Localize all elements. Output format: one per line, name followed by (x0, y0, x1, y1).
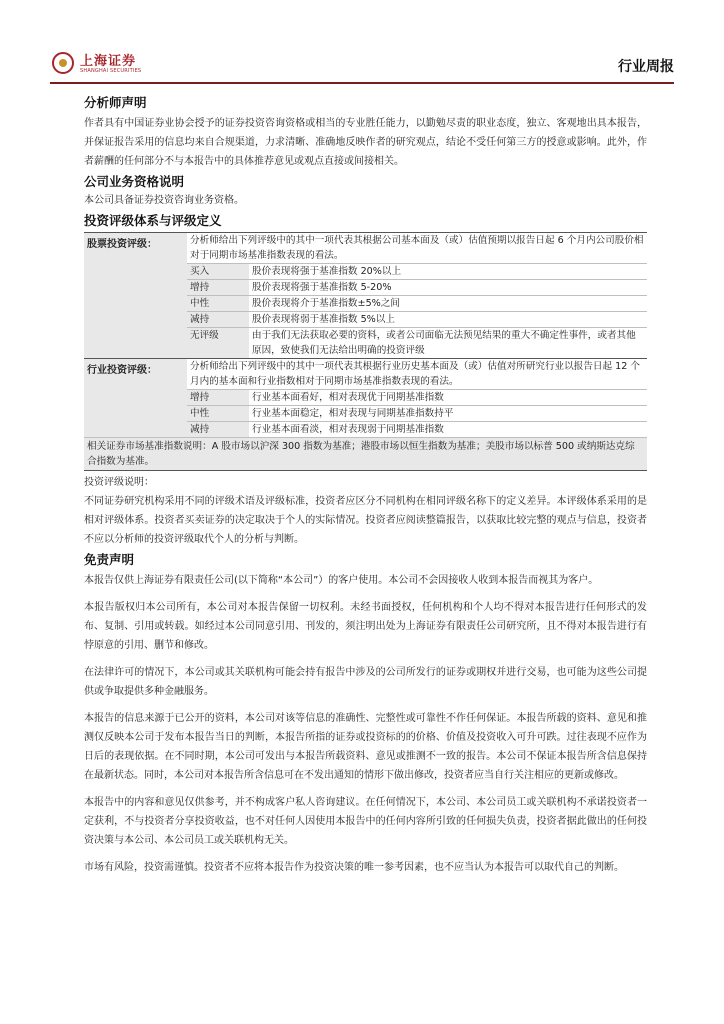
stock-level-desc: 股价表现将介于基准指数±5%之间 (252, 298, 400, 309)
rating-definition-table (84, 232, 647, 471)
qualification-text: 本公司具备证券投资咨询业务资格。 (84, 195, 244, 206)
stock-level-desc: 股价表现将强于基准指数 20%以上 (252, 266, 402, 277)
stock-level-name: 减持 (187, 312, 249, 328)
rating-system-heading: 投资评级体系与评级定义 (84, 213, 222, 228)
industry-level-desc: 行业基本面看淡，相对表现弱于同期基准指数 (252, 424, 444, 435)
page-header (50, 42, 674, 84)
stock-level-name: 无评级 (187, 328, 249, 359)
disclaimer-paragraph: 本报告中的内容和意见仅供参考，并不构成客户私人咨询建议。在任何情况下，本公司、本公司员工或关联机构不承诺投资者一定获利，不与投资者分享投资收益，也不对任何人因使用本报告中的任何内容所引致的任何损失负责，投资者据此做出的任何投资决策与本公司、本公司员工或关联机构无关。 (84, 797, 647, 846)
industry-level-desc: 行业基本面稳定，相对表现与同期基准指数持平 (252, 408, 454, 419)
stock-level-desc: 股价表现将弱于基准指数 5%以上 (252, 314, 395, 325)
stock-level-name: 增持 (187, 280, 249, 296)
qualification-heading: 公司业务资格说明 (84, 174, 185, 189)
stock-rating-description: 分析师给出下列评级中的其中一项代表其根据公司基本面及（或）估值预期以报告日起 6 个月内公司股价相对于同期市场基准指数表现的看法。 (187, 233, 647, 264)
logo-name-cn: 上海证券 (80, 53, 137, 69)
industry-rating-description: 分析师给出下列评级中的其中一项代表其根据行业历史基本面及（或）估值对所研究行业以报告日起 12 个月内的基本面和行业指数相对于同期市场基准指数表现的看法。 (187, 359, 647, 390)
report-type-title: 行业周报 (618, 59, 674, 75)
stock-rating-label: 股票投资评级： (84, 233, 187, 359)
disclaimer-paragraph: 本报告仅供上海证券有限责任公司(以下简称“本公司”）的客户使用。本公司不会因接收人收到本报告而视其为客户。 (84, 575, 599, 586)
industry-level-desc: 行业基本面看好，相对表现优于同期基准指数 (252, 392, 444, 403)
logo-emblem-icon (52, 52, 76, 76)
analyst-statement-heading: 分析师声明 (84, 95, 147, 110)
disclaimer-paragraph: 本报告版权归本公司所有，本公司对本报告保留一切权利。未经书面授权，任何机构和个人均不得对本报告进行任何形式的发布、复制、引用或转载。如经过本公司同意引用、刊发的，须注明出处为上海证券有限责任公司研究所，且不得对本报告进行有悖原意的引用、删节和修改。 (84, 602, 647, 651)
disclaimer-paragraph: 在法律许可的情况下，本公司或其关联机构可能会持有报告中涉及的公司所发行的证券或期权并进行交易，也可能为这些公司提供或争取提供多种金融服务。 (84, 667, 647, 697)
disclaimer-paragraph: 本报告的信息来源于已公开的资料，本公司对该等信息的准确性、完整性或可靠性不作任何保证。本报告所载的资料、意见和推测仅反映本公司于发布本报告当日的判断，本报告所指的证券或投资标的的价格、价值及投资收入可升可跌。过往表现不应作为日后的表现依据。在不同时期，本公司可发出与本报告所载资料、意见或推测不一致的报告。本公司不保证本报告所含信息保持在最新状态。同时，本公司对本报告所含信息可在不发出通知的情形下做出修改，投资者应当自行关注相应的更新或修改。 (84, 713, 647, 781)
disclaimer-heading: 免责声明 (84, 552, 135, 567)
benchmark-note: 相关证券市场基准指数说明：A 股市场以沪深 300 指数为基准；港股市场以恒生指数为基准；美股市场以标普 500 或纳斯达克综合指数为基准。 (84, 438, 647, 471)
disclaimer-paragraph: 市场有风险，投资需谨慎。投资者不应将本报告作为投资决策的唯一参考因素，也不应当认为本报告可以取代自己的判断。 (84, 862, 624, 873)
rating-explanation-title: 投资评级说明： (84, 477, 154, 488)
stock-level-desc: 股价表现将强于基准指数 5-20% (252, 282, 392, 293)
industry-level-name: 中性 (187, 406, 249, 422)
industry-level-name: 减持 (187, 422, 249, 438)
analyst-statement-text: 作者具有中国证券业协会授予的证券投资咨询资格或相当的专业胜任能力，以勤勉尽责的职业态度，独立、客观地出具本报告，并保证报告采用的信息均来自合规渠道，力求清晰、准确地反映作者的研究观点，结论不受任何第三方的授意或影响。此外，作者薪酬的任何部分不与本报告中的具体推荐意见或观点直接或间接相关。 (84, 118, 647, 167)
company-logo (52, 52, 141, 76)
stock-level-desc: 由于我们无法获取必要的资料，或者公司面临无法预见结果的重大不确定性事件，或者其他原因，致使我们无法给出明确的投资评级 (252, 330, 636, 356)
stock-level-name: 买入 (187, 264, 249, 280)
industry-rating-label: 行业投资评级： (84, 359, 187, 438)
industry-level-name: 增持 (187, 390, 249, 406)
rating-explanation-text: 不同证券研究机构采用不同的评级术语及评级标准，投资者应区分不同机构在相同评级名称下的定义差异。本评级体系采用的是相对评级体系。投资者买卖证券的决定取决于个人的实际情况。投资者应阅读整篇报告，以获取比较完整的观点与信息，投资者不应以分析师的投资评级取代个人的分析与判断。 (84, 496, 647, 545)
logo-name-en: SHANGHAI SECURITIES (80, 67, 142, 74)
document-body (84, 94, 647, 877)
stock-level-name: 中性 (187, 296, 249, 312)
